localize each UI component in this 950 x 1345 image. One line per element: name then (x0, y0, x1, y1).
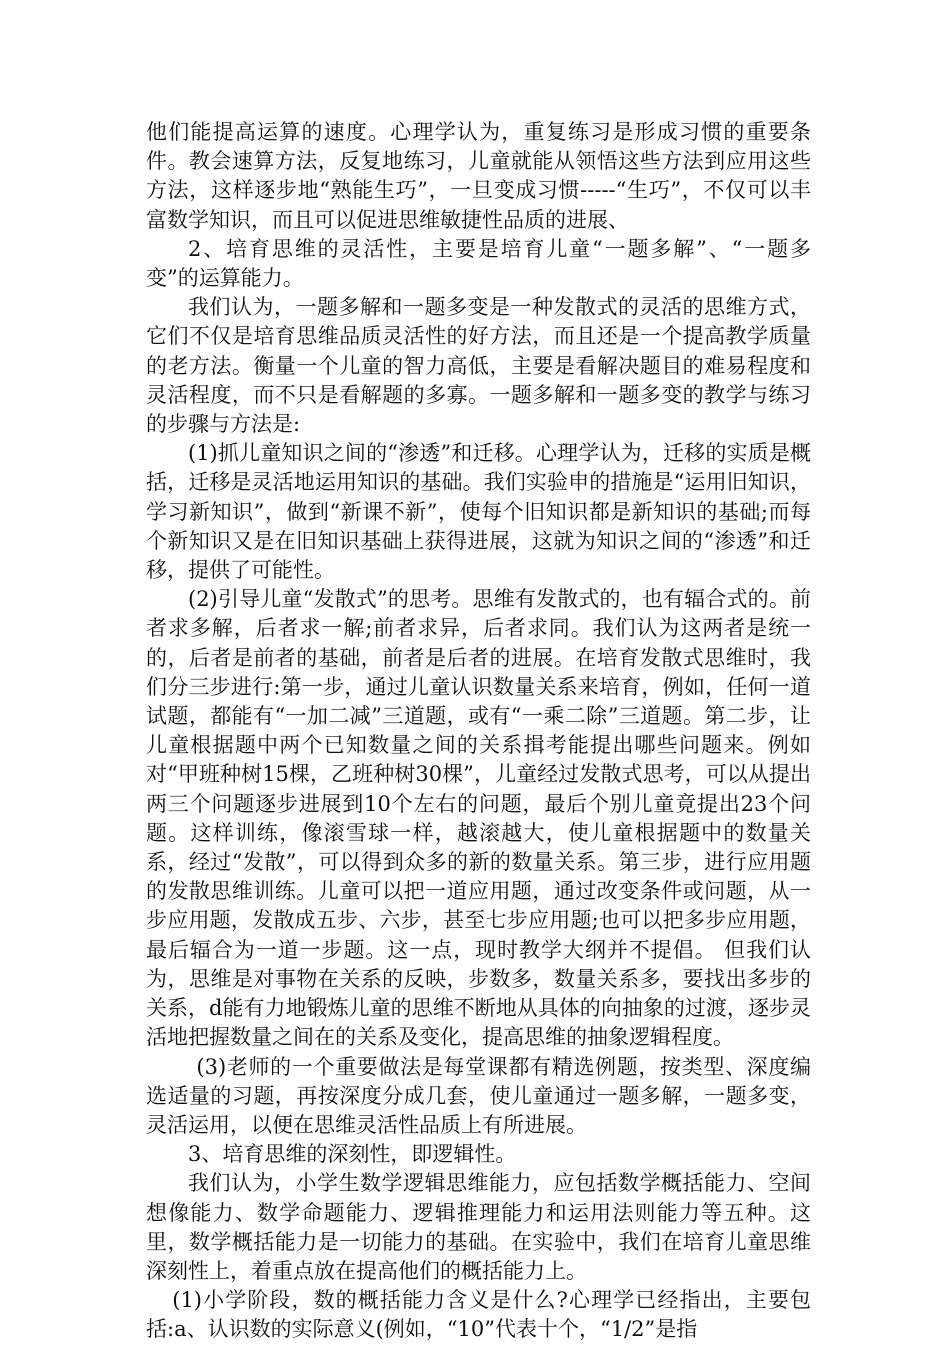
paragraph-speed-practice: 他们能提高运算的速度。心理学认为，重复练习是形成习惯的重要条件。教会速算方法，反复地练习，儿童就能从领悟这些方法到应用这些方法，这样逐步地“熟能生巧”，一旦变成习惯-----“生巧”，不仅可以丰富数学知识，而且可以促进思维敏捷性品质的进展、 (146, 120, 811, 232)
document-body (146, 118, 811, 1345)
paragraph-divergent-steps: (2)引导儿童“发散式”的思考。思维有发散式的，也有辐合式的。前者求多解，后者求一解;前者求异，后者求同。我们认为这两者是统一的，后者是前者的基础，前者是后者的进展。在培育发散式思维时，我们分三步进行:第一步，通过儿童认识数量关系来培育，例如，任何一道试题，都能有“一加二减”三道题，或有“一乘二除”三道题。第二步，让儿童根据题中两个已知数量之间的关系揖考能提出哪些问题来。例如对“甲班种树15棵，乙班种树30棵”，儿童经过发散式思考，可以从提出两三个问题逐步进展到10个左右的问题，最后个别儿童竟提出23个问题。这样训练，像滚雪球一样，越滚越大，使儿童根据题中的数量关系，经过“发散”，可以得到众多的新的数量关系。第三步，进行应用题的发散思维训练。儿童可以把一道应用题，通过改变条件或问题，从一步应用题，发散成五步、六步，甚至七步应用题;也可以把多步应用题，最后辐合为一道一步题。这一点，现时教学大纲并不提倡。 但我们认为，思维是对事物在关系的反映，步数多，数量关系多，要找出多步的关系，d能有力地锻炼儿童的思维不断地从具体的向抽象的过渡，逐步灵活地把握数量之间在的关系及变化，提高思维的抽象逻辑程度。 (146, 587, 811, 1050)
heading-depth: 3、培育思维的深刻性，即逻辑性。 (188, 1142, 517, 1167)
heading-flexibility: 2、培育思维的灵活性，主要是培育儿童“一题多解”、“一题多变”的运算能力。 (146, 236, 811, 291)
paragraph-teacher-practice: (3)老师的一个重要做法是每堂课都有精选例题，按类型、深度编选适量的习题，再按深度分成几套，使儿童通过一题多解，一题多变，灵活运用，以便在思维灵活性品质上有所进展。 (146, 1054, 811, 1137)
paragraph-number-generalization: (1)小学阶段，数的概括能力含义是什么?心理学已经指出，主要包括:a、认识数的实际意义(例如，“10”代表十个，“1/2”是指 (146, 1288, 811, 1342)
paragraph-logic-abilities: 我们认为，小学生数学逻辑思维能力，应包括数学概括能力、空间想像能力、数学命题能力、逻辑推理能力和运用法则能力等五种。这里，数学概括能力是一切能力的基础。在实验中，我们在培育儿童思维深刻性上，着重点放在提高他们的概括能力上。 (146, 1171, 811, 1283)
paragraph-divergent-thinking: 我们认为，一题多解和一题多变是一种发散式的灵活的思维方式，它们不仅是培育思维品质灵活性的好方法，而且还是一个提高教学质量的老方法。衡量一个儿童的智力高低，主要是看解决题目的难易程度和灵活程度，而不只是看解题的多寡。一题多解和一题多变的教学与练习的步骤与方法是: (146, 295, 811, 437)
paragraph-knowledge-transfer: (1)抓儿童知识之间的“渗透”和迁移。心理学认为，迁移的实质是概括，迁移是灵活地运用知识的基础。我们实验申的措施是“运用旧知识，学习新知识”，做到“新课不新”，使每个旧知识都是新知识的基础;而每个新知识又是在旧知识基础上获得进展，这就为知识之间的“渗透”和迁移，提供了可能性。 (146, 441, 811, 583)
